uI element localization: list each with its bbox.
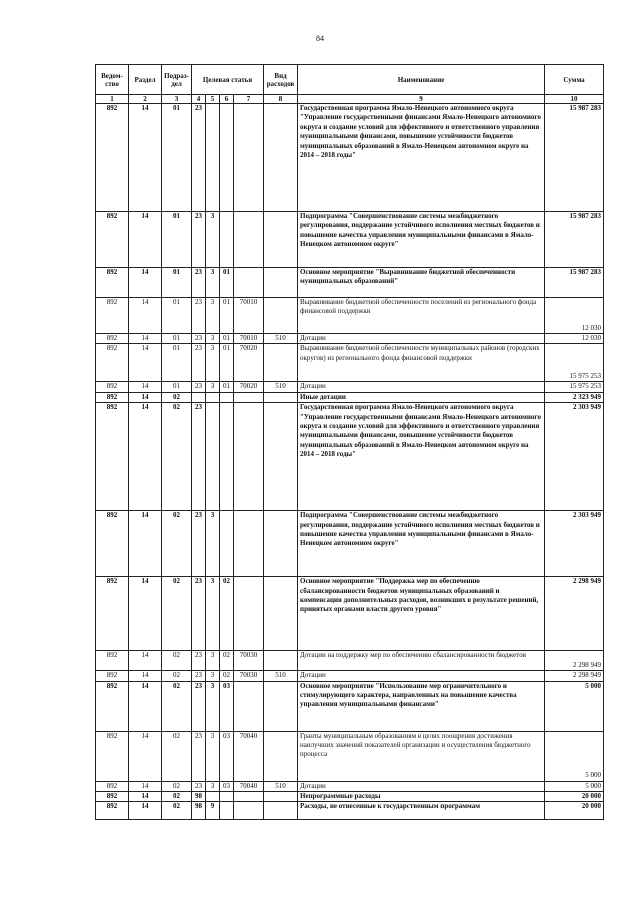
cell-c xyxy=(220,511,234,577)
cell-b: 3 xyxy=(206,577,220,651)
cell-c: 01 xyxy=(220,298,234,334)
column-number: 7 xyxy=(234,95,264,104)
cell-a: 23 xyxy=(192,334,206,344)
cell-b: 3 xyxy=(206,731,220,781)
header-tselevaya-statya: Целевая статья xyxy=(192,65,264,95)
table-row xyxy=(96,392,604,402)
cell-b: 3 xyxy=(206,268,220,298)
cell-v: 892 xyxy=(96,104,129,212)
cell-r: 14 xyxy=(129,382,162,392)
cell-d: 70030 xyxy=(234,671,264,681)
cell-vid xyxy=(264,651,298,671)
cell-c xyxy=(220,792,234,802)
header-vid-rashodov: Вид расходов xyxy=(264,65,298,95)
cell-r: 14 xyxy=(129,104,162,212)
cell-name: Государственная программа Ямало-Ненецкого автономного округа "Управление государственными финансами Ямало-Ненецкого автономного округа и создание условий для эффективного и ответственного управления муниципальными финансами, повышение устойчивости бюджетов муниципальных образований в Ямало-Ненецком автономном округе на 2014 – 2018 годы" xyxy=(298,104,545,212)
cell-name: Основное мероприятие "Использование мер ограничительного и стимулирующего характера, направленных на повышение качества управления муниципальными финансами" xyxy=(298,681,545,731)
cell-vid xyxy=(264,577,298,651)
cell-sum: 5 000 xyxy=(545,681,604,731)
cell-v: 892 xyxy=(96,298,129,334)
cell-vid xyxy=(264,403,298,511)
cell-a: 23 xyxy=(192,403,206,511)
cell-p: 01 xyxy=(162,334,192,344)
cell-c: 01 xyxy=(220,382,234,392)
cell-d xyxy=(234,802,264,820)
table-row xyxy=(96,651,604,671)
cell-name: Дотации xyxy=(298,334,545,344)
cell-vid xyxy=(264,298,298,334)
table-row xyxy=(96,511,604,577)
cell-d: 70020 xyxy=(234,344,264,382)
page-number: 84 xyxy=(316,34,324,43)
cell-sum: 15 987 283 xyxy=(545,104,604,212)
cell-vid xyxy=(264,392,298,402)
cell-a: 23 xyxy=(192,298,206,334)
cell-c xyxy=(220,392,234,402)
cell-v: 892 xyxy=(96,392,129,402)
cell-a: 23 xyxy=(192,651,206,671)
cell-d: 70010 xyxy=(234,334,264,344)
cell-d: 70010 xyxy=(234,298,264,334)
cell-d xyxy=(234,104,264,212)
table-row xyxy=(96,577,604,651)
cell-b: 3 xyxy=(206,511,220,577)
column-number: 4 xyxy=(192,95,206,104)
cell-name: Дотации xyxy=(298,781,545,791)
cell-vid xyxy=(264,344,298,382)
column-number-row xyxy=(96,95,604,104)
cell-c xyxy=(220,212,234,268)
cell-vid xyxy=(264,802,298,820)
table-row xyxy=(96,792,604,802)
cell-sum: 12 030 xyxy=(545,334,604,344)
cell-c: 01 xyxy=(220,334,234,344)
cell-name: Государственная программа Ямало-Ненецкого автономного округа "Управление государственными финансами Ямало-Ненецкого автономного округа и создание условий для эффективного и ответственного управления муниципальными финансами, повышение устойчивости бюджетов муниципальных образований в Ямало-Ненецком автономном округе на 2014 – 2018 годы" xyxy=(298,403,545,511)
cell-p: 02 xyxy=(162,671,192,681)
cell-name: Иные дотации xyxy=(298,392,545,402)
cell-b: 9 xyxy=(206,802,220,820)
cell-vid xyxy=(264,681,298,731)
cell-d: 70030 xyxy=(234,651,264,671)
cell-sum: 2 303 949 xyxy=(545,403,604,511)
column-number: 10 xyxy=(545,95,604,104)
column-number: 2 xyxy=(129,95,162,104)
cell-b xyxy=(206,792,220,802)
cell-a: 23 xyxy=(192,104,206,212)
cell-c xyxy=(220,403,234,511)
cell-v: 892 xyxy=(96,802,129,820)
cell-p: 02 xyxy=(162,681,192,731)
cell-name: Выравнивание бюджетной обеспеченности поселений из регионального фонда финансовой поддержки xyxy=(298,298,545,334)
cell-name: Основное мероприятие "Поддержка мер по обеспечению сбалансированности бюджетов муниципальных образований и компенсация дополнительных расходов, возникших в результате решений, принятых органами власти другого уровня" xyxy=(298,577,545,651)
cell-v: 892 xyxy=(96,212,129,268)
cell-r: 14 xyxy=(129,334,162,344)
cell-d xyxy=(234,577,264,651)
cell-name: Расходы, не отнесенные к государственным программам xyxy=(298,802,545,820)
cell-a: 23 xyxy=(192,382,206,392)
cell-c: 02 xyxy=(220,577,234,651)
cell-p: 01 xyxy=(162,268,192,298)
cell-sum: 20 000 xyxy=(545,802,604,820)
table-row xyxy=(96,802,604,820)
header-row xyxy=(96,65,604,95)
cell-r: 14 xyxy=(129,651,162,671)
cell-p: 01 xyxy=(162,104,192,212)
cell-vid: 510 xyxy=(264,334,298,344)
cell-d xyxy=(234,511,264,577)
cell-name: Гранты муниципальным образованиям в целях поощрения достижения наилучших значений показателей организации и осуществления бюджетного процесса xyxy=(298,731,545,781)
cell-v: 892 xyxy=(96,344,129,382)
cell-b xyxy=(206,403,220,511)
cell-a xyxy=(192,392,206,402)
cell-sum: 15 975 253 xyxy=(545,382,604,392)
cell-r: 14 xyxy=(129,212,162,268)
cell-p: 01 xyxy=(162,212,192,268)
cell-name: Подпрограмма "Совершенствование системы межбюджетного регулирования, поддержание устойчивого исполнения местных бюджетов и повышение качества управления муниципальными финансами в Ямало-Ненецком автономном округе" xyxy=(298,511,545,577)
cell-a: 98 xyxy=(192,792,206,802)
cell-v: 892 xyxy=(96,792,129,802)
cell-name: Непрограммные расходы xyxy=(298,792,545,802)
table-row xyxy=(96,382,604,392)
cell-a: 23 xyxy=(192,671,206,681)
cell-name: Дотации xyxy=(298,382,545,392)
cell-r: 14 xyxy=(129,344,162,382)
cell-p: 01 xyxy=(162,298,192,334)
table-row xyxy=(96,731,604,781)
cell-v: 892 xyxy=(96,681,129,731)
column-number: 9 xyxy=(298,95,545,104)
cell-vid xyxy=(264,212,298,268)
cell-r: 14 xyxy=(129,731,162,781)
cell-a: 98 xyxy=(192,802,206,820)
cell-sum: 15 987 283 xyxy=(545,212,604,268)
cell-d xyxy=(234,212,264,268)
cell-a: 23 xyxy=(192,681,206,731)
cell-d: 70040 xyxy=(234,781,264,791)
cell-v: 892 xyxy=(96,268,129,298)
cell-c: 01 xyxy=(220,344,234,382)
table-row xyxy=(96,104,604,212)
table-row xyxy=(96,781,604,791)
header-vedomstvo: Ведом-ство xyxy=(96,65,129,95)
cell-v: 892 xyxy=(96,671,129,681)
cell-r: 14 xyxy=(129,792,162,802)
cell-r: 14 xyxy=(129,681,162,731)
cell-vid xyxy=(264,731,298,781)
cell-r: 14 xyxy=(129,392,162,402)
cell-vid xyxy=(264,511,298,577)
cell-r: 14 xyxy=(129,781,162,791)
cell-p: 02 xyxy=(162,792,192,802)
column-number: 5 xyxy=(206,95,220,104)
table-row xyxy=(96,344,604,382)
cell-vid: 510 xyxy=(264,671,298,681)
header-naimenovanie: Наименование xyxy=(298,65,545,95)
cell-a: 23 xyxy=(192,511,206,577)
cell-b xyxy=(206,392,220,402)
cell-v: 892 xyxy=(96,577,129,651)
cell-sum: 20 000 xyxy=(545,792,604,802)
cell-a: 23 xyxy=(192,344,206,382)
cell-c: 02 xyxy=(220,651,234,671)
cell-p: 02 xyxy=(162,731,192,781)
cell-p: 01 xyxy=(162,344,192,382)
cell-r: 14 xyxy=(129,511,162,577)
cell-b: 3 xyxy=(206,681,220,731)
cell-sum: 5 000 xyxy=(545,731,604,781)
cell-d xyxy=(234,681,264,731)
cell-vid: 510 xyxy=(264,382,298,392)
table-row xyxy=(96,403,604,511)
cell-p: 02 xyxy=(162,403,192,511)
cell-vid xyxy=(264,792,298,802)
cell-sum: 15 987 283 xyxy=(545,268,604,298)
cell-r: 14 xyxy=(129,802,162,820)
cell-sum: 2 303 949 xyxy=(545,511,604,577)
cell-b xyxy=(206,104,220,212)
cell-b: 3 xyxy=(206,651,220,671)
cell-sum: 2 298 949 xyxy=(545,577,604,651)
cell-name: Основное мероприятие "Выравнивание бюджетной обеспеченности муниципальных образований" xyxy=(298,268,545,298)
cell-b: 3 xyxy=(206,781,220,791)
table-row xyxy=(96,671,604,681)
cell-name: Выравнивание бюджетной обеспеченности муниципальных районов (городских округов) из регионального фонда финансовой поддержки xyxy=(298,344,545,382)
cell-r: 14 xyxy=(129,577,162,651)
cell-v: 892 xyxy=(96,731,129,781)
table-row xyxy=(96,681,604,731)
cell-b: 3 xyxy=(206,298,220,334)
cell-b: 3 xyxy=(206,344,220,382)
cell-c xyxy=(220,802,234,820)
header-summa: Сумма xyxy=(545,65,604,95)
cell-sum: 12 030 xyxy=(545,298,604,334)
cell-r: 14 xyxy=(129,298,162,334)
cell-vid: 510 xyxy=(264,781,298,791)
cell-sum: 2 323 949 xyxy=(545,392,604,402)
table-row xyxy=(96,268,604,298)
cell-v: 892 xyxy=(96,511,129,577)
cell-c: 03 xyxy=(220,681,234,731)
cell-a: 23 xyxy=(192,212,206,268)
cell-d xyxy=(234,792,264,802)
cell-d: 70040 xyxy=(234,731,264,781)
cell-p: 02 xyxy=(162,802,192,820)
cell-p: 02 xyxy=(162,577,192,651)
cell-a: 23 xyxy=(192,781,206,791)
cell-a: 23 xyxy=(192,731,206,781)
budget-table xyxy=(95,64,604,820)
cell-p: 02 xyxy=(162,511,192,577)
cell-p: 01 xyxy=(162,382,192,392)
table-body xyxy=(96,95,604,820)
cell-c: 03 xyxy=(220,731,234,781)
cell-r: 14 xyxy=(129,403,162,511)
cell-c: 02 xyxy=(220,671,234,681)
header-razdel: Раздел xyxy=(129,65,162,95)
cell-b: 3 xyxy=(206,671,220,681)
cell-sum: 15 975 253 xyxy=(545,344,604,382)
cell-r: 14 xyxy=(129,268,162,298)
cell-p: 02 xyxy=(162,651,192,671)
cell-name: Дотации xyxy=(298,671,545,681)
cell-sum: 2 298 949 xyxy=(545,671,604,681)
cell-d xyxy=(234,403,264,511)
cell-name: Подпрограмма "Совершенствование системы межбюджетного регулирования, поддержание устойчивого исполнения местных бюджетов и повышение качества управления муниципальными финансами в Ямало-Ненецком автономном округе" xyxy=(298,212,545,268)
cell-sum: 5 000 xyxy=(545,781,604,791)
column-number: 6 xyxy=(220,95,234,104)
cell-vid xyxy=(264,268,298,298)
column-number: 1 xyxy=(96,95,129,104)
cell-b: 3 xyxy=(206,212,220,268)
cell-v: 892 xyxy=(96,403,129,511)
cell-v: 892 xyxy=(96,651,129,671)
table-row xyxy=(96,212,604,268)
cell-c: 01 xyxy=(220,268,234,298)
header-podrazdel: Подраз-дел xyxy=(162,65,192,95)
cell-p: 02 xyxy=(162,781,192,791)
cell-d: 70020 xyxy=(234,382,264,392)
cell-a: 23 xyxy=(192,577,206,651)
cell-b: 3 xyxy=(206,382,220,392)
cell-name: Дотации на поддержку мер по обеспечению сбалансированности бюджетов xyxy=(298,651,545,671)
cell-vid xyxy=(264,104,298,212)
cell-p: 02 xyxy=(162,392,192,402)
cell-sum: 2 298 949 xyxy=(545,651,604,671)
cell-v: 892 xyxy=(96,781,129,791)
cell-r: 14 xyxy=(129,671,162,681)
cell-d xyxy=(234,392,264,402)
cell-c xyxy=(220,104,234,212)
cell-c: 03 xyxy=(220,781,234,791)
cell-v: 892 xyxy=(96,334,129,344)
cell-b: 3 xyxy=(206,334,220,344)
column-number: 3 xyxy=(162,95,192,104)
cell-a: 23 xyxy=(192,268,206,298)
table-row xyxy=(96,298,604,334)
column-number: 8 xyxy=(264,95,298,104)
cell-v: 892 xyxy=(96,382,129,392)
cell-d xyxy=(234,268,264,298)
table-row xyxy=(96,334,604,344)
